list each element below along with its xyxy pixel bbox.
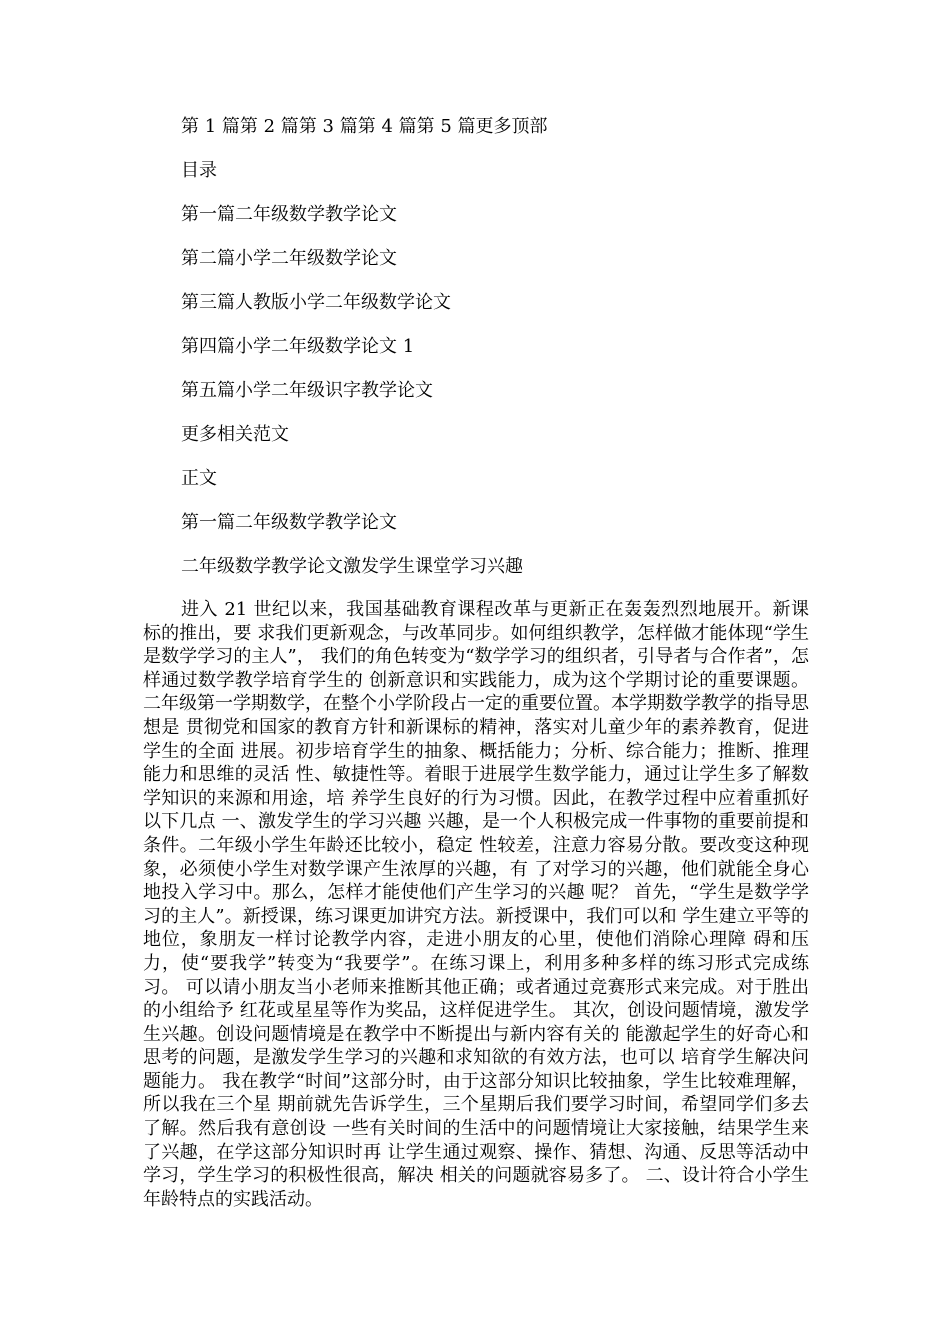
nav-link-part-2[interactable]: 第 2 篇	[239, 116, 299, 137]
article-nav-bar	[181, 116, 548, 138]
toc-entry-more[interactable]: 更多相关范文	[181, 424, 289, 445]
toc-entry-4[interactable]: 第四篇小学二年级数学论文 1	[181, 336, 415, 357]
toc-entry-5[interactable]: 第五篇小学二年级识字教学论文	[181, 380, 433, 401]
article-body-paragraph: 进入 21 世纪以来，我国基础教育课程改革与更新正在轰轰烈烈地展开。新课标的推出，要 求我们更新观念，与改革同步。如何组织教学，怎样做才能体现“学生是数学学习的主人”， 我们的角色转变为“数学学习的组织者，引导者与合作者”，怎样通过数学教学培育学生的 创新意识和实践能力，成为这个学期讨论的重要课题。 二年级第一学期数学，在整个小学阶段占一定的重要位置。本学期数学教学的指导思想是 贯彻党和国家的教育方针和新课标的精神，落实对儿童少年的素养教育，促进学生的全面 进展。初步培育学生的抽象、概括能力；分析、综合能力；推断、推理能力和思维的灵活 性、敏捷性等。着眼于进展学生数学能力，通过让学生多了解数学知识的来源和用途，培 养学生良好的行为习惯。因此，在教学过程中应着重抓好以下几点 一、激发学生的学习兴趣 兴趣，是一个人积极完成一件事物的重要前提和条件。二年级小学生年龄还比较小，稳定 性较差，注意力容易分散。要改变这种现象，必须使小学生对数学课产生浓厚的兴趣，有 了对学习的兴趣，他们就能全身心地投入学习中。那么，怎样才能使他们产生学习的兴趣 呢？ 首先，“学生是数学学习的主人”。新授课，练习课更加讲究方法。新授课中，我们可以和 学生建立平等的地位，象朋友一样讨论教学内容，走进小朋友的心里，使他们消除心理障 碍和压力，使“要我学”转变为“我要学”。在练习课上，利用多种多样的练习形式完成练习。 可以请小朋友当小老师来推断其他正确；或者通过竞赛形式来完成。对于胜出的小组给予 红花或星星等作为奖品，这样促进学生。 其次，创设问题情境，激发学生兴趣。创设问题情境是在教学中不断提出与新内容有关的 能激起学生的好奇心和思考的问题，是激发学生学习的兴趣和求知欲的有效方法，也可以 培育学生解决问题能力。 我在教学“时间”这部分时，由于这部分知识比较抽象，学生比较难理解，所以我在三个星 期前就先告诉学生，三个星期后我们要学习时间，希望同学们多去了解。然后我有意创设 一些有关时间的生活中的问题情境让大家接触，结果学生来了兴趣，在学这部分知识时再 让学生通过观察、操作、猜想、沟通、反思等活动中学习，学生学习的积极性很高，解决 相关的问题就容易多了。 二、设计符合小学生年龄特点的实践活动。	[143, 599, 809, 1210]
toc-entry-1[interactable]: 第一篇二年级数学教学论文	[181, 204, 397, 225]
nav-link-more[interactable]: 更多	[475, 116, 512, 137]
nav-link-part-3[interactable]: 第 3 篇	[298, 116, 358, 137]
toc-entry-2[interactable]: 第二篇小学二年级数学论文	[181, 248, 397, 269]
toc-entry-3[interactable]: 第三篇人教版小学二年级数学论文	[181, 292, 451, 313]
nav-link-part-5[interactable]: 第 5 篇	[416, 116, 476, 137]
toc-heading: 目录	[181, 160, 217, 181]
section-label: 正文	[181, 468, 217, 489]
nav-link-part-1[interactable]: 第 1 篇	[181, 116, 240, 137]
article-subtitle: 二年级数学教学论文激发学生课堂学习兴趣	[181, 556, 523, 577]
nav-link-part-4[interactable]: 第 4 篇	[357, 116, 417, 137]
nav-link-top[interactable]: 顶部	[511, 116, 548, 137]
article-title: 第一篇二年级数学教学论文	[181, 512, 397, 533]
